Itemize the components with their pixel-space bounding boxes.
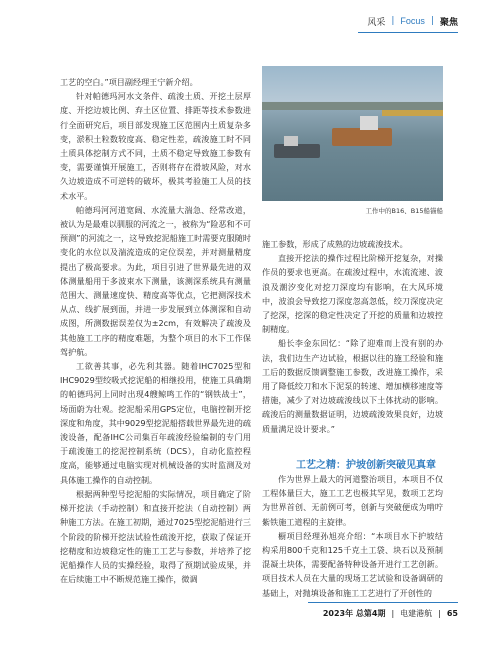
dredger-cabin <box>360 116 378 130</box>
image-caption: 工作中的B16、B15船锚船 <box>365 207 443 215</box>
issue-label: 2023年 总第4期 <box>322 609 386 618</box>
paragraph: 针对帕德玛河水文条件、疏浚土质、开挖土层厚度、开挖边坡比例、弃土区位置、排距等技术参数进行全面研究后，项目部发现施工区范围内土质复杂多变，淤积土粒数较度高、稳定性差，疏浚施工时不同土质具体挖制方式不同，土质不稳定导致施工参数有变，需要谨慎开展施工，否则将存在滑坡风险，对水久边坡造成不可逆转的破坏，极其考验施工人员的技术水平。 <box>60 91 251 201</box>
header-section-tag: 聚焦 <box>439 17 458 28</box>
footer-page-separator: | <box>438 609 441 618</box>
paragraph: 根据两种型号挖泥船的实际情况，项目确定了阶梯开挖法（手动控制）和直接开挖法（自动控制）两种施工方法。在施工初期，通过7025型挖泥船进行三个阶段的阶梯开挖法试验性疏浚开挖，获取了保证开挖精度和边坡稳定性的施工工艺与参数，并培养了挖泥船操作人员的实操经验，取得了预期试验成果，并在后续施工中不断规范施工操作，微调 <box>60 488 251 585</box>
footer-separator: | <box>391 609 395 618</box>
header-focus: Focus <box>400 16 425 26</box>
header-separator: | <box>391 16 395 26</box>
anchor-vessel <box>274 144 320 158</box>
paragraph: 帕德玛河河道宽阔、水流量大湍急、经常改道，被认为是最难以驯服的河流之一，被称为“险恶和不可预测”的河流之一，这导致挖泥船施工时需要克服随时变化的水位以及湍流造成的定位误差，并对测量精度提出了极高要求。为此，项目引进了世界最先进的双体测量船用于多波束水下测量，该测深系统具有测量范围大、测量速度快、精度高等优点，它把测深技术从点、线扩展到面，并进一步发展到立体测深和自动成图，所测数据误差仅为±2cm，有效解决了疏浚及其他施工工序的精度难题，为整个项目的水下工作保驾护航。 <box>60 204 251 357</box>
magazine-name: 电建港航 <box>400 609 433 618</box>
paragraph: 橱项目经理孙旭亮介绍：“本项目水下护坡结构采用800千克和125千克土工袋、块石以及预制混凝土块体，需要配备特种设备开进行工艺创新。项目技术人员在大量的现场工艺试验和设备调研的基础上，对抛填设备和施工工艺进行了开创性的 <box>262 530 443 598</box>
header-rule <box>358 32 458 33</box>
right-column <box>262 237 443 436</box>
header-separator-2: | <box>430 16 434 26</box>
paragraph: 直接开挖法的操作过程比阶梯开挖复杂，对操作员的要求也更高。在疏浚过程中，水流流速、波浪及潮汐变化对挖刀深度均有影响，在大风环境中，波浪会导致挖刀深度忽高忽低，绞刀深度决定了挖深，挖深的稳定性决定了开挖的质量和边坡控制精度。 <box>262 253 443 335</box>
page-footer <box>323 608 458 619</box>
river-photo <box>262 66 443 201</box>
bridge <box>382 110 443 116</box>
footer-rule <box>308 602 458 603</box>
left-column <box>60 75 251 586</box>
paragraph: 工欲善其事，必先利其器。随着IHC7025型和IHC9029型绞吸式挖泥船的相继投用，使施工具确期的帕德玛河上同时出现4艘鲸鸣工作的“钢铁战士”，场面蔚为壮观。挖泥船采用GPS定位，电脑控制开挖深度和角度，其中9029型挖泥船搭载世界最先进的疏浚设备，配备IHC公司集百年疏浚经验编制的专门用于疏浚施工的挖泥控制系统（DCS），自动化监控程度高，能够通过电脑实现对机械设备的实时监测及对具体施工操作的自动控制。 <box>60 361 251 485</box>
dredger-vessel <box>332 128 392 146</box>
section-subheading: 工艺之精：护坡创新突破见真章 <box>296 460 436 471</box>
paragraph: 船长李金东回忆：“除了迎难而上没有别的办法，我们边生产边试验，根据以往的施工经验和施工后的数据反馈调整施工参数，改进施工操作，采用了降低绞刀和水下泥泵的转速、增加横移速度等措施，减少了对边坡疏浚线以下土体扰动的影响。疏浚后的测量数据证明，边坡疏浚效果良好，边坡质量满足设计要求。” <box>262 338 443 434</box>
paragraph: 作为世界上最大的河道整治项目，本项目不仅工程体量巨大，施工工艺也极其罕见，数项工艺均为世界首创、无前例可考，创新与突破便成为啃咛紫铁施工道程的主旋律。 <box>262 474 443 527</box>
page-number: 65 <box>446 609 458 618</box>
paragraph: 施工参数，形成了成熟的边坡疏浚技术。 <box>262 239 408 249</box>
header-section-cn: 风采 <box>367 17 386 28</box>
paragraph: 工艺的空白。”项目副经理王宁新介绍。 <box>60 77 198 87</box>
running-header <box>367 14 458 28</box>
right-column-2 <box>262 472 443 600</box>
shoreline <box>262 102 443 110</box>
anchor-vessel-cabin <box>284 136 298 146</box>
